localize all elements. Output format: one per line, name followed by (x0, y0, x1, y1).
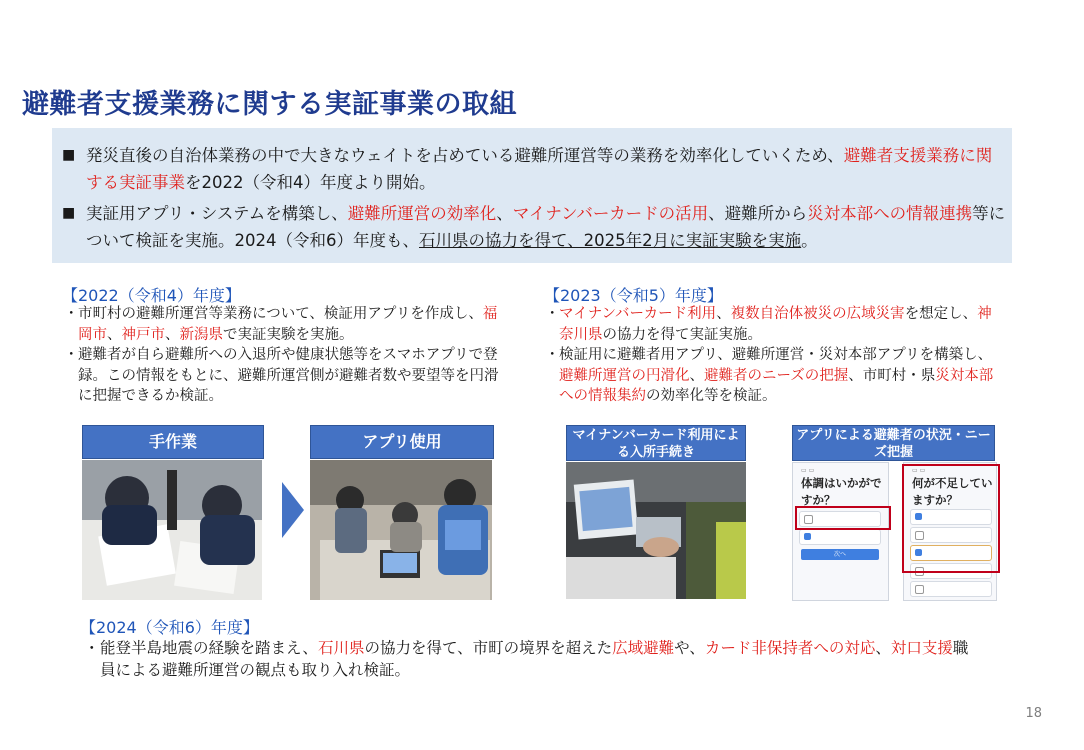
text-segment: を2022（令和4）年度より開始。 (185, 173, 436, 192)
square-bullet-icon: ■ (62, 205, 76, 221)
text-segment: 、 (496, 204, 513, 223)
highlight-text: 対口支援 (890, 639, 953, 657)
phone-question: 何が不足していますか？ (912, 476, 993, 507)
text-segment: の協力を得て、市町の境界を超えた (364, 639, 613, 657)
text-segment: 等について検証を実施。2024（令和6）年度も、 (86, 204, 1006, 250)
highlight-text: 神奈川県 (559, 306, 992, 343)
text-segment: 。 (801, 231, 818, 250)
list-item: ・ マイナンバーカード利用、複数自治体被災の広域災害を想定し、神奈川県の協力を得て実証実施。 (545, 306, 992, 343)
mynumber-label: マイナンバーカード利用による入所手続き (566, 425, 746, 461)
highlight-text: カード非保持者への対応 (704, 639, 876, 657)
text-segment: 職員による避難所運営の観点も取り入れ検証。 (100, 639, 969, 679)
summary-box (52, 128, 1012, 263)
manual-work-label: 手作業 (82, 425, 264, 459)
text-segment: 、 (107, 326, 122, 343)
bullet-list-2024 (84, 637, 974, 681)
highlight-text: 災対本部への情報連携 (807, 204, 973, 223)
text-segment: や、 (674, 639, 705, 657)
text-segment: 、 (875, 639, 891, 657)
text-segment: 、市町村・県 (848, 367, 936, 384)
radio-selected-icon (804, 533, 811, 540)
highlight-text: 神戸市 (121, 326, 165, 343)
text-segment: で実証実験を実施。 (223, 326, 354, 343)
next-button[interactable]: 次へ (801, 549, 879, 560)
highlight-text: マイナンバーカードの活用 (512, 204, 709, 223)
highlight-text: 新潟県 (179, 326, 223, 343)
page-number: 18 (1025, 706, 1042, 721)
text-segment: の効率化等を検証。 (646, 388, 777, 404)
highlight-text: 広域避難 (612, 639, 675, 657)
summary-text (86, 142, 1006, 196)
text-segment: の協力を得て実証実施。 (602, 326, 762, 343)
bullet-list-2023 (545, 304, 995, 407)
text-segment: 能登半島地震の経験を踏まえ、 (100, 639, 318, 657)
app-use-label: アプリ使用 (310, 425, 494, 459)
list-item: ・ 避難者が自ら避難所への入退所や健康状態等をスマホアプリで登録。この情報をもとに、避難所運営側が避難者数や要望等を円滑に把握できるか検証。 (64, 347, 499, 404)
list-item: ・ 検証用に避難者用アプリ、避難所運営・災対本部アプリを構築し、避難所運営の円滑化、避難者のニーズの把握、市町村・県災対本部への情報集約の効率化等を検証。 (545, 347, 994, 404)
app-use-photo (310, 460, 492, 600)
highlight-text: 複数自治体被災の広域災害 (730, 306, 905, 322)
highlight-box (902, 464, 1000, 573)
option-row[interactable] (910, 581, 992, 597)
text-segment: 、避難所から (708, 204, 808, 223)
checkbox-icon (915, 585, 924, 594)
highlight-text: 避難者のニーズの把握 (704, 367, 849, 384)
text-segment: を想定し、 (904, 306, 978, 322)
highlight-text: 石川県 (317, 639, 365, 657)
text-segment: 実証用アプリ・システムを構築し、 (86, 204, 348, 223)
text-segment: 検証用に避難者用アプリ、避難所運営・災対本部アプリを構築し、 (559, 347, 993, 363)
section-heading-2024: 【2024（令和6）年度】 (80, 618, 259, 637)
highlight-text: 福岡市 (78, 306, 498, 343)
text-segment: 市町村の避難所運営等業務について、検証用アプリを作成し、 (78, 306, 483, 322)
text-segment: 避難者が自ら避難所への入退所や健康状態等をスマホアプリで登録。この情報をもとに、避難所運営側が避難者数や要望等を円滑に把握できるか検証。 (78, 347, 499, 404)
section-heading-2022: 【2022（令和4）年度】 (62, 286, 241, 305)
text-segment: 発災直後の自治体業務の中で大きなウェイトを占めている避難所運営等の業務を効率化していくため、 (86, 146, 844, 165)
mynumber-photo-illustration (566, 462, 746, 599)
list-item: ・ 能登半島地震の経験を踏まえ、石川県の協力を得て、市町の境界を超えた広域避難や、カード非保持者への対応、対口支援職員による避難所運営の観点も取り入れ検証。 (84, 639, 969, 679)
phone-header-icon: ▭ ▭ (801, 467, 815, 474)
highlight-text: 災対本部への情報集約 (559, 367, 994, 404)
needs-label: アプリによる避難者の状況・ニーズ把握 (792, 425, 995, 461)
right-arrow-icon (282, 482, 304, 538)
highlight-text: 避難者支援業務に関する実証事業 (86, 146, 993, 192)
highlight-text: 避難所運営の円滑化 (559, 367, 690, 384)
text-segment: 、 (689, 367, 704, 384)
manual-work-photo-illustration (82, 460, 262, 600)
phone-question: 体調はいかがですか？ (801, 476, 882, 507)
underlined-text: 石川県の協力を得て、2025年2月に実証実験を実施 (419, 231, 802, 250)
text-segment: 、 (165, 326, 180, 343)
page-title: 避難者支援業務に関する実証事業の取組 (22, 89, 517, 120)
option-row[interactable] (799, 529, 881, 545)
bullet-list-2022 (64, 304, 504, 407)
phone-screen-health (792, 462, 889, 601)
summary-text (86, 200, 1006, 254)
highlight-text: マイナンバーカード利用 (559, 306, 717, 322)
mynumber-photo (566, 462, 746, 599)
section-heading-2023: 【2023（令和5）年度】 (544, 286, 723, 305)
highlight-text: 避難所運営の効率化 (347, 204, 497, 223)
square-bullet-icon: ■ (62, 147, 76, 163)
app-use-photo-illustration (310, 460, 492, 600)
highlight-box (795, 506, 891, 530)
phone-header-icon: ▭ ▭ (912, 467, 926, 474)
text-segment: 、 (716, 306, 731, 322)
manual-work-photo (82, 460, 262, 600)
list-item: ・ 市町村の避難所運営等業務について、検証用アプリを作成し、福岡市、神戸市、新潟県で実証実験を実施。 (64, 306, 498, 343)
